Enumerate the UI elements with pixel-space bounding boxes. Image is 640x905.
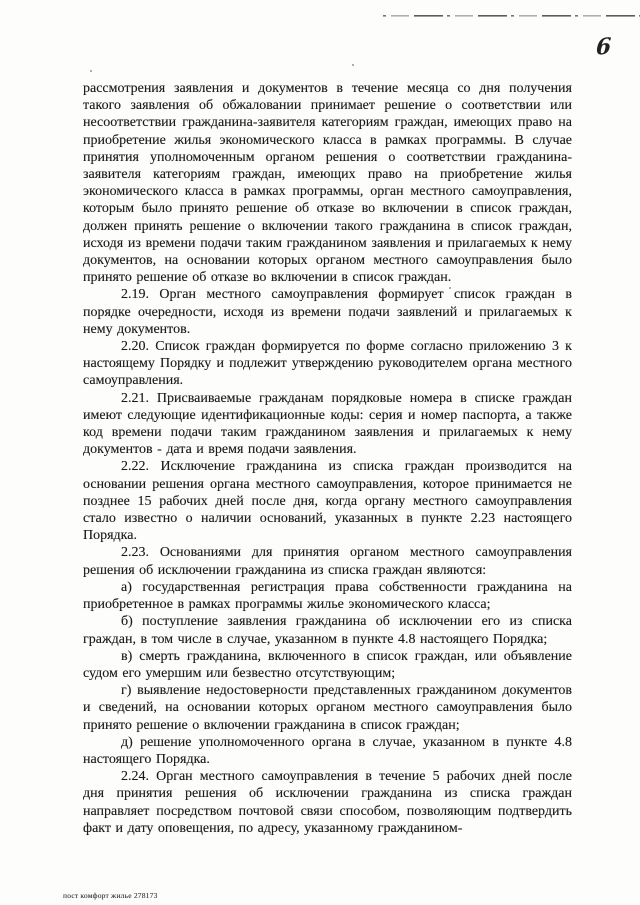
paragraph-2-23: 2.23. Основаниями для принятия органом местного самоуправления решения об исключении гражданина из списка граждан являются: xyxy=(83,545,572,578)
footer-code: пост комфорт жилье 278173 xyxy=(63,891,158,900)
paragraph-2-19: 2.19. Орган местного самоуправления формирует список граждан в порядке очередности, исходя из времени подачи заявлений и прилагаемых к нему документов. xyxy=(83,287,572,337)
document-body xyxy=(83,80,572,837)
paragraph-2-23-item-g: г) выявление недостоверности представленных гражданином документов и сведений, на основании которых органом местного самоуправления было принято решение о включении гражданина в список граждан; xyxy=(83,683,572,733)
paragraph-2-23-item-a: а) государственная регистрация права собственности гражданина на приобретенное в рамках программы жилье экономического класса; xyxy=(83,579,572,613)
scan-artifact-line xyxy=(383,14,640,17)
paragraph-2-23-item-v: в) смерть гражданина, включенного в список граждан, или объявление судом его умершим или безвестно отсутствующим; xyxy=(83,648,572,681)
paragraph-2-21: 2.21. Присваиваемые гражданам порядковые номера в списке граждан имеют следующие идентификационные коды: серия и номер паспорта, а также код времени подачи таким гражданином заявления и прилагаемых к нему документов - дата и время подачи заявления. xyxy=(83,390,572,458)
paragraph-2-24: 2.24. Орган местного самоуправления в течение 5 рабочих дней после дня принятия решения об исключении гражданина из списка граждан направляет посредством почтовой связи способом, позволяющим подтвердить факт и дату оповещения, по адресу, указанному гражданином- xyxy=(83,769,572,836)
handwritten-page-number: 6 xyxy=(595,33,612,61)
paragraph-2-20: 2.20. Список граждан формируется по форме согласно приложению 3 к настоящему Порядку и подлежит утверждению руководителем органа местного самоуправления. xyxy=(83,339,572,389)
scan-speck xyxy=(352,64,354,66)
paragraph-2-22: 2.22. Исключение гражданина из списка граждан производится на основании решения органа местного самоуправления, которое принимается не позднее 15 рабочих дней после дня, когда органу местного самоуправления стало известно о наличии оснований, указанных в пункте 2.23 настоящего Порядка. xyxy=(83,459,572,544)
paragraph-continuation: рассмотрения заявления и документов в течение месяца со дня получения такого заявления об обжаловании принимает решение о соответствии или несоответствии гражданина-заявителя категориям граждан, имеющих право на приобретение жилья экономического класса в рамках программы. В случае принятия уполномоченным органом решения о соответствии гражданина-заявителя категориям граждан, имеющих право на приобретение жилья экономического класса в рамках программы, орган местного самоуправления, которым было принято решение об отказе во включении в список граждан, должен принять решение о включении такого гражданина в список граждан, исходя из времени подачи таким гражданином заявления и прилагаемых к нему документов, на основании которых органом местного самоуправления было принято решение об отказе во включении в список граждан. xyxy=(83,81,572,286)
paragraph-2-23-item-b: б) поступление заявления гражданина об исключении его из списка граждан, в том числе в случае, указанном в пункте 4.8 настоящего Порядка; xyxy=(83,614,572,647)
scan-speck xyxy=(90,70,92,72)
paragraph-2-23-item-d: д) решение уполномоченного органа в случае, указанном в пункте 4.8 настоящего Порядка. xyxy=(83,734,572,767)
